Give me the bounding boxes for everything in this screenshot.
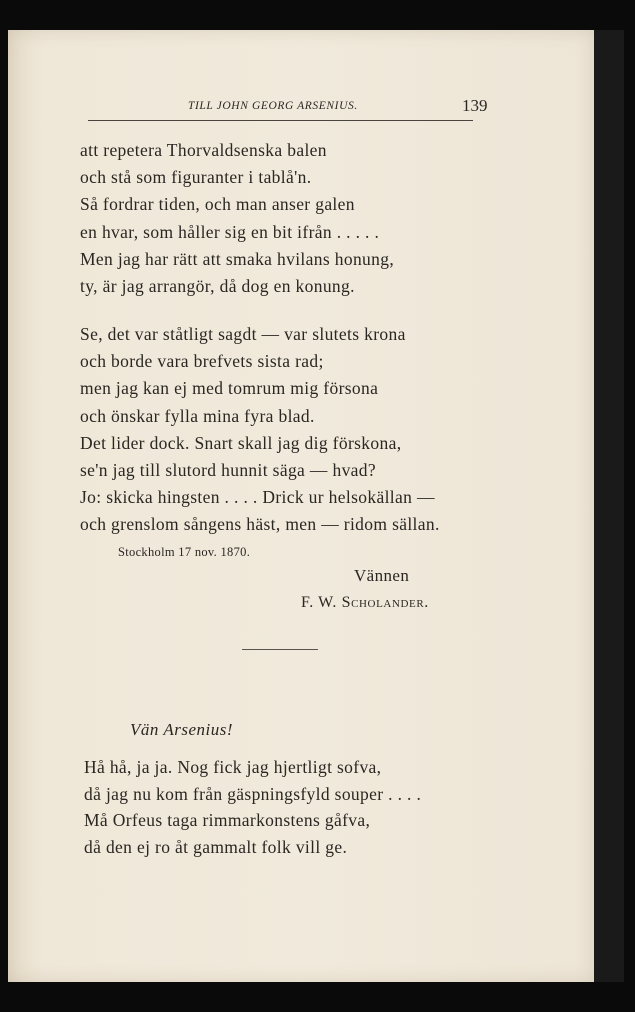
author-signature	[301, 594, 429, 612]
verse-line: och stå som figuranter i tablå'n.	[80, 167, 312, 188]
verse-line: då jag nu kom från gäspningsfyld souper . . . .	[84, 783, 422, 804]
stanza-3	[84, 754, 421, 860]
verse-line: se'n jag till slutord hunnit säga — hvad?	[80, 460, 376, 481]
running-title: TILL JOHN GEORG ARSENIUS.	[188, 100, 358, 112]
author-initials: F. W.	[301, 594, 337, 611]
page-number: 139	[462, 96, 488, 115]
header-rule	[88, 120, 473, 121]
verse-line: Men jag har rätt att smaka hvilans honung,	[80, 248, 395, 269]
stanza-1	[80, 137, 394, 300]
author-surname: Scholander.	[341, 594, 429, 611]
verse-line: att repetera Thorvaldsenska balen	[80, 140, 327, 160]
page-edge-shadow	[594, 30, 624, 982]
place-date: Stockholm 17 nov. 1870.	[118, 545, 251, 559]
verse-line: Se, det var ståtligt sagdt — var slutets krona	[80, 324, 406, 344]
verse-line: Må Orfeus taga rimmarkonstens gåfva,	[84, 810, 371, 830]
verse-line: ty, är jag arrangör, då dog en konung.	[80, 276, 355, 297]
stanza-2	[80, 321, 440, 539]
letter-greeting: Vän Arsenius!	[130, 720, 233, 739]
verse-line: Hå hå, ja ja. Nog fick jag hjertligt sofva,	[84, 757, 382, 777]
verse-line: Jo: skicka hingsten . . . . Drick ur helsokällan —	[80, 487, 435, 508]
verse-line: och borde vara brefvets sista rad;	[80, 351, 324, 372]
verse-line: och grenslom sångens häst, men — ridom sällan.	[80, 514, 440, 535]
verse-line: då den ej ro åt gammalt folk vill ge.	[84, 836, 348, 857]
verse-line: men jag kan ej med tomrum mig försona	[80, 378, 379, 399]
verse-line: en hvar, som håller sig en bit ifrån . . . . .	[80, 221, 380, 242]
book-page	[8, 30, 594, 982]
verse-line: Det lider dock. Snart skall jag dig förskona,	[80, 432, 402, 453]
verse-line: Så fordrar tiden, och man anser galen	[80, 194, 355, 215]
page-header	[8, 96, 594, 120]
closing-salutation: Vännen	[354, 566, 410, 585]
section-divider	[242, 649, 318, 650]
verse-line: och önskar fylla mina fyra blad.	[80, 405, 315, 426]
